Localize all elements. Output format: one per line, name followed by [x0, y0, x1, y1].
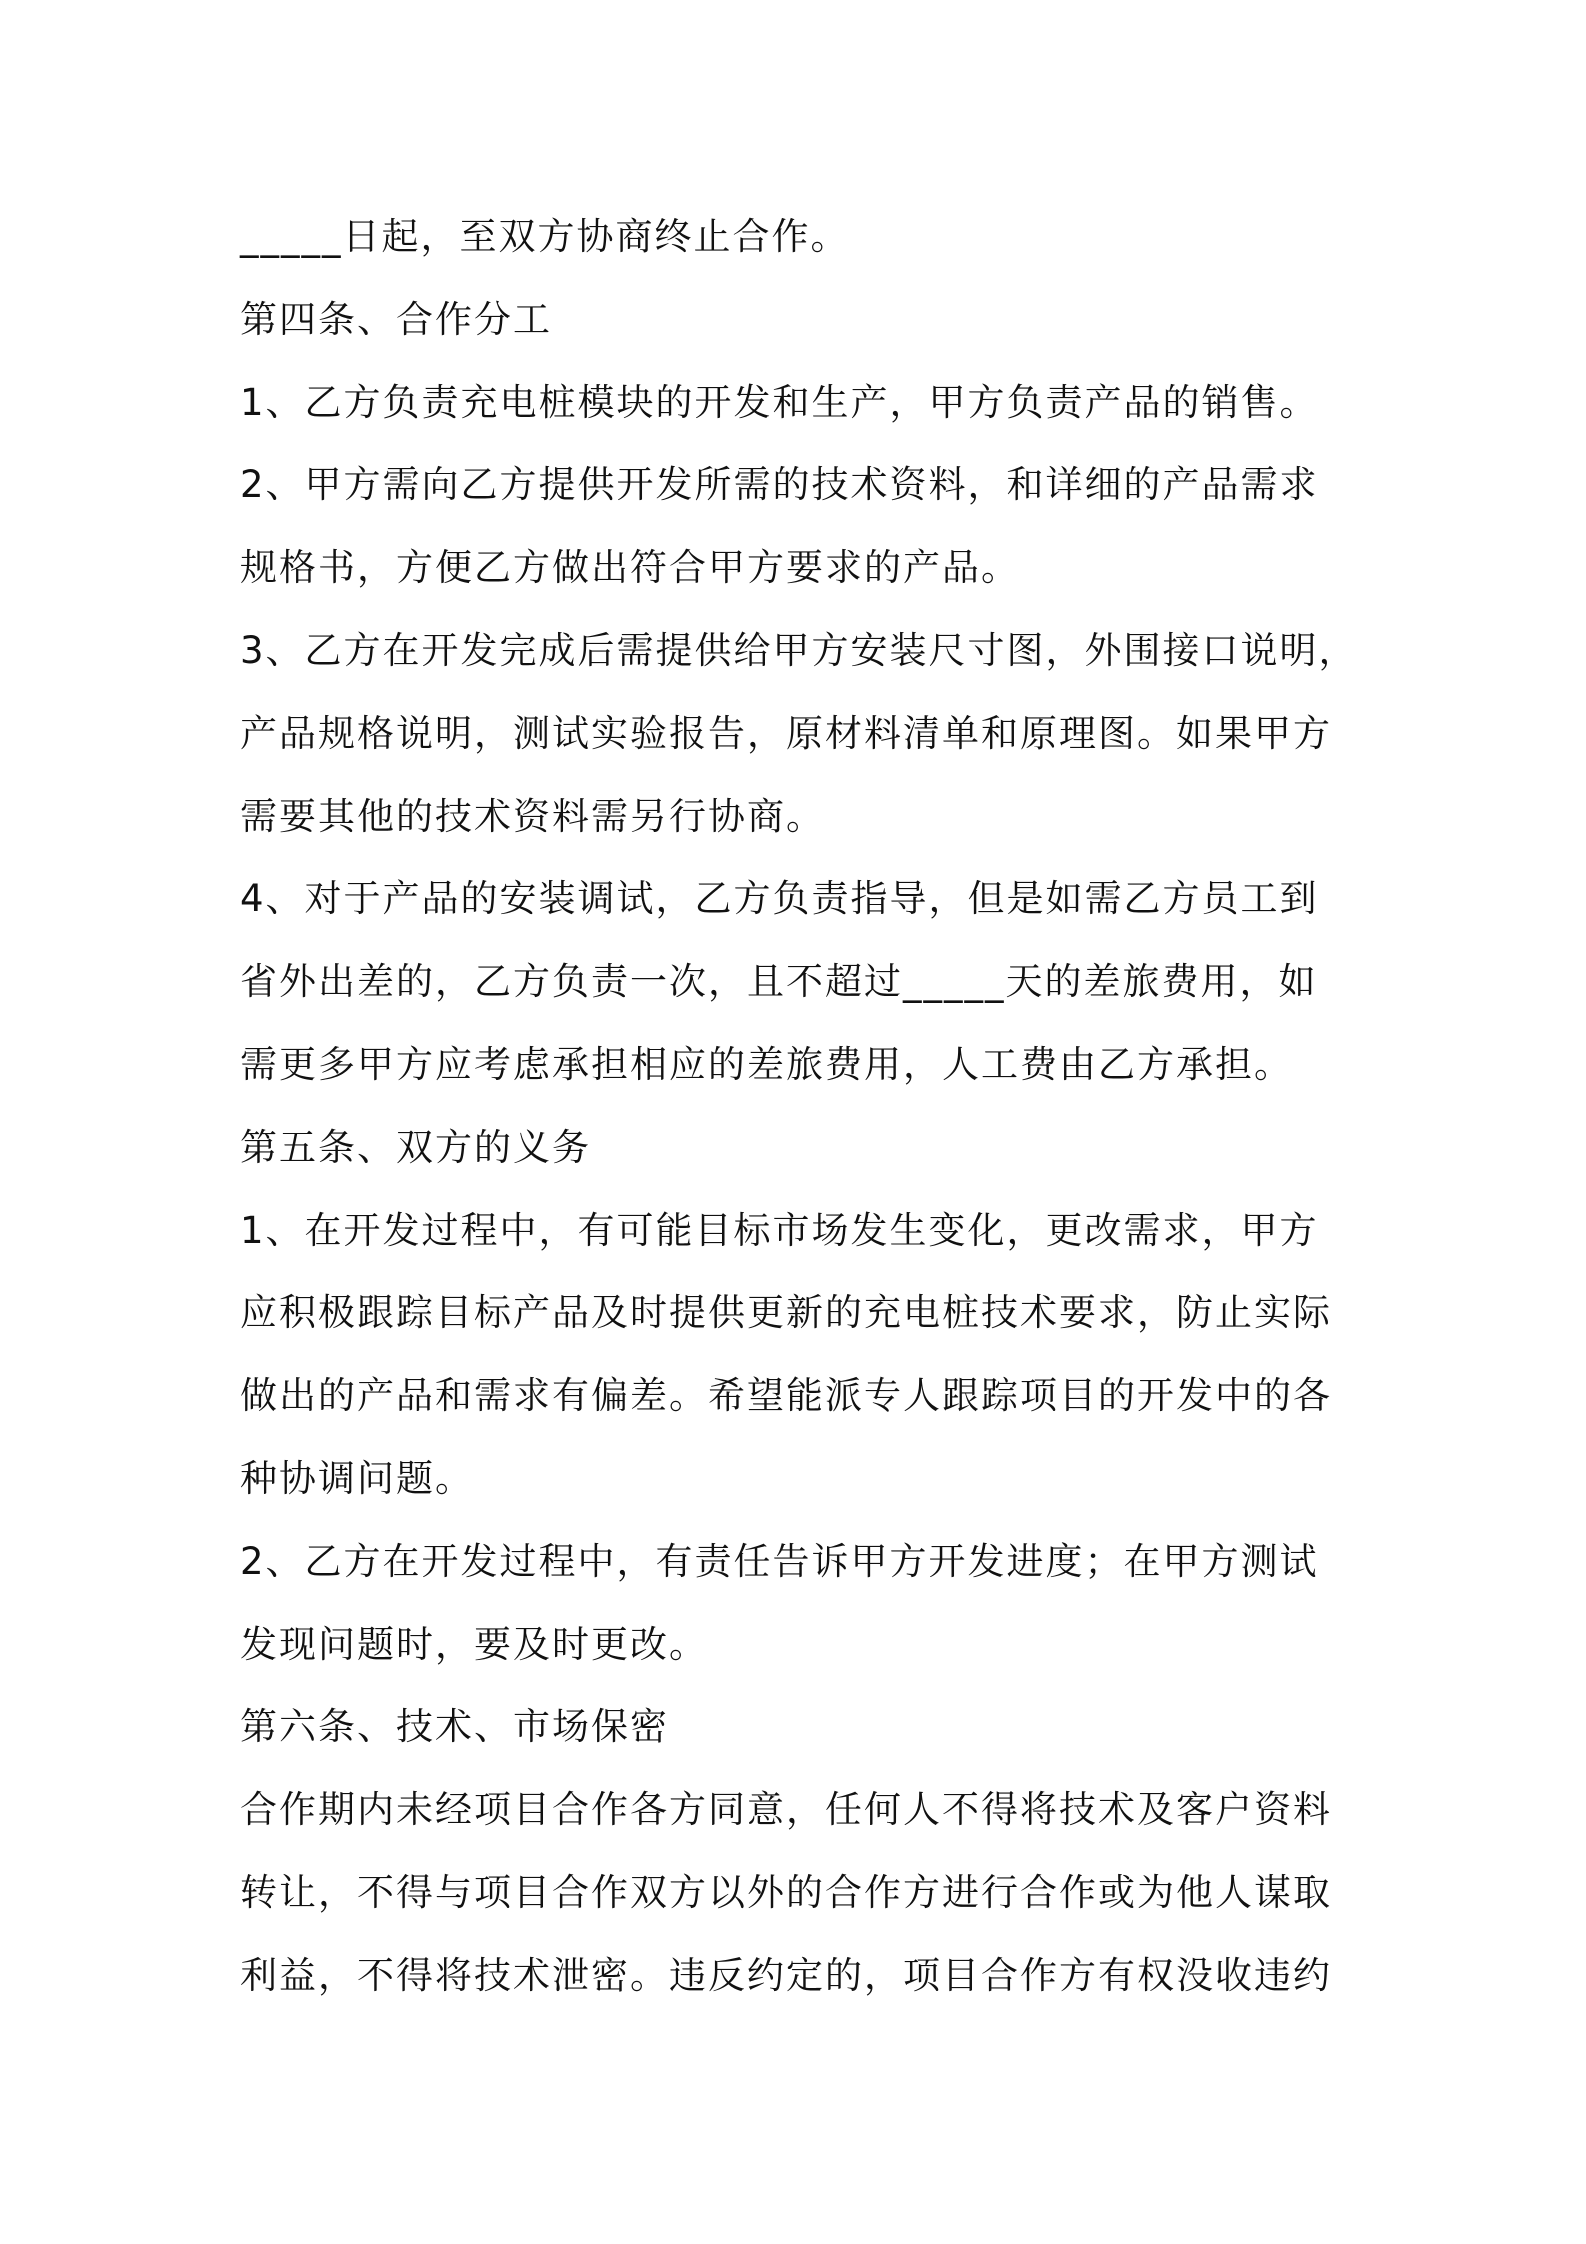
section-heading: 第五条、双方的义务	[240, 1125, 591, 1169]
section-heading: 第四条、合作分工	[240, 297, 552, 341]
text-line: 省外出差的，乙方负责一次，且不超过_____天的差旅费用，如	[240, 960, 1318, 1004]
text-line: 合作期内未经项目合作各方同意，任何人不得将技术及客户资料	[240, 1788, 1332, 1832]
text-line: 种协调问题。	[240, 1456, 474, 1500]
text-line: 需要其他的技术资料需另行协商。	[240, 794, 825, 838]
text-line: _____日起，至双方协商终止合作。	[240, 215, 850, 258]
text-line: 做出的产品和需求有偏差。希望能派专人跟踪项目的开发中的各	[240, 1374, 1332, 1418]
text-line: 1、在开发过程中，有可能目标市场发生变化，更改需求，甲方	[240, 1208, 1319, 1252]
text-line: 转让，不得与项目合作双方以外的合作方进行合作或为他人谋取	[240, 1870, 1332, 1914]
text-line: 应积极跟踪目标产品及时提供更新的充电桩技术要求，防止实际	[240, 1291, 1332, 1335]
text-line: 1、乙方负责充电桩模块的开发和生产，甲方负责产品的销售。	[240, 380, 1319, 424]
document-body	[240, 196, 1370, 2018]
text-line: 产品规格说明，测试实验报告，原材料清单和原理图。如果甲方	[240, 711, 1332, 755]
text-line: 规格书，方便乙方做出符合甲方要求的产品。	[240, 546, 1020, 590]
text-line: 3、乙方在开发完成后需提供给甲方安装尺寸图，外围接口说明，	[240, 628, 1358, 672]
text-line: 需更多甲方应考虑承担相应的差旅费用，人工费由乙方承担。	[240, 1042, 1293, 1086]
text-line: 利益，不得将技术泄密。违反约定的，项目合作方有权没收违约	[240, 1953, 1332, 1997]
text-line: 2、乙方在开发过程中，有责任告诉甲方开发进度；在甲方测试	[240, 1539, 1319, 1583]
text-line: 发现问题时，要及时更改。	[240, 1622, 708, 1666]
text-line: 2、甲方需向乙方提供开发所需的技术资料，和详细的产品需求	[240, 463, 1319, 507]
section-heading: 第六条、技术、市场保密	[240, 1705, 669, 1749]
text-line: 4、对于产品的安装调试，乙方负责指导，但是如需乙方员工到	[240, 877, 1319, 921]
